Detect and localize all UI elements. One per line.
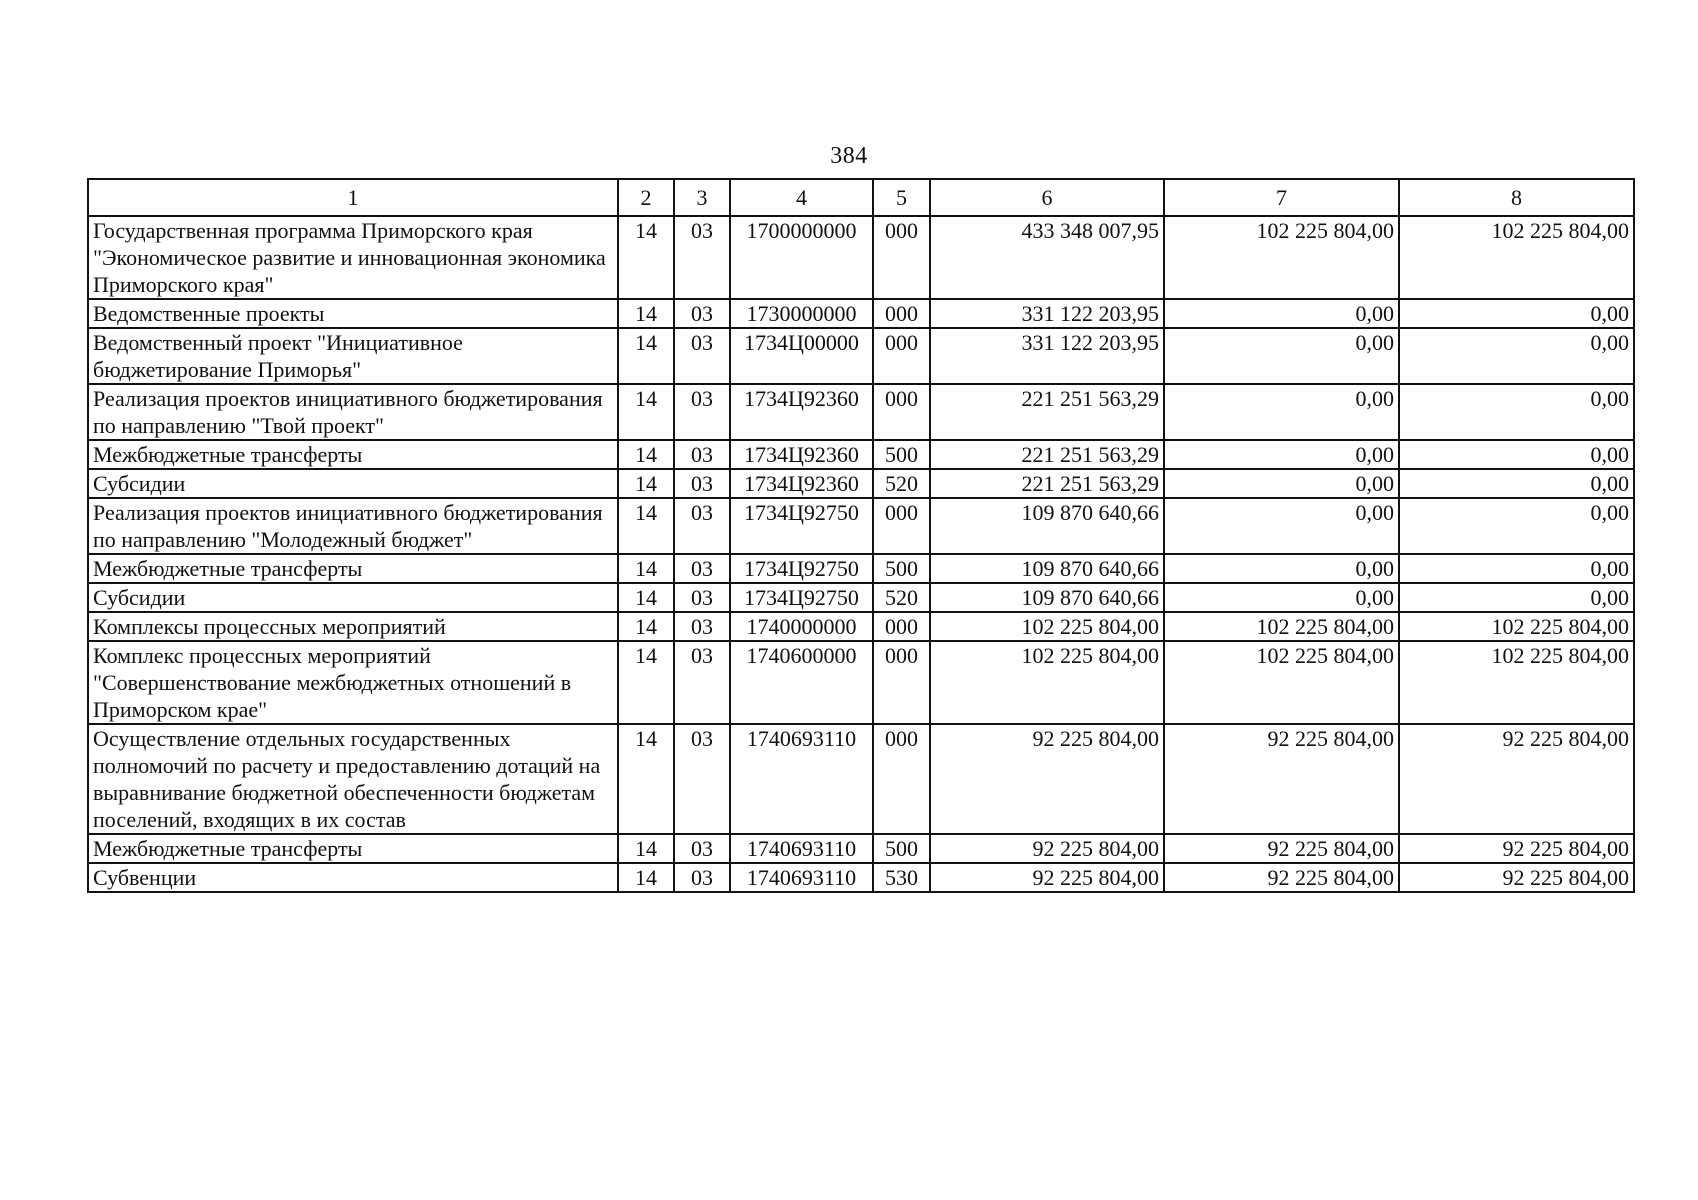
- target-article-code: 1734Ц92360: [730, 384, 873, 440]
- table-row: [88, 863, 1634, 892]
- subsection-code: 03: [674, 440, 730, 469]
- expense-type-code: 000: [873, 216, 930, 299]
- row-name: Межбюджетные трансферты: [88, 440, 618, 469]
- column-header-1: 1: [88, 179, 618, 216]
- amount-col-6: 102 225 804,00: [930, 612, 1164, 641]
- subsection-code: 03: [674, 724, 730, 834]
- budget-table: [87, 178, 1635, 893]
- subsection-code: 03: [674, 612, 730, 641]
- table-row: [88, 469, 1634, 498]
- amount-col-8: 0,00: [1399, 328, 1634, 384]
- expense-type-code: 000: [873, 612, 930, 641]
- row-name: Субсидии: [88, 469, 618, 498]
- target-article-code: 1734Ц00000: [730, 328, 873, 384]
- target-article-code: 1734Ц92750: [730, 583, 873, 612]
- amount-col-8: 92 225 804,00: [1399, 724, 1634, 834]
- expense-type-code: 520: [873, 583, 930, 612]
- amount-col-6: 109 870 640,66: [930, 554, 1164, 583]
- target-article-code: 1740693110: [730, 834, 873, 863]
- table-row: [88, 216, 1634, 299]
- row-name: Межбюджетные трансферты: [88, 554, 618, 583]
- row-name: Осуществление отдельных государственных полномочий по расчету и предоставлению дотаций на выравнивание бюджетной обеспеченности бюджетам поселений, входящих в их состав: [88, 724, 618, 834]
- table-row: [88, 641, 1634, 724]
- amount-col-7: 92 225 804,00: [1164, 863, 1399, 892]
- section-code: 14: [618, 384, 674, 440]
- table-row: [88, 612, 1634, 641]
- table-row: [88, 834, 1634, 863]
- amount-col-8: 0,00: [1399, 583, 1634, 612]
- amount-col-7: 0,00: [1164, 440, 1399, 469]
- amount-col-6: 221 251 563,29: [930, 469, 1164, 498]
- amount-col-7: 0,00: [1164, 328, 1399, 384]
- amount-col-8: 102 225 804,00: [1399, 612, 1634, 641]
- row-name: Государственная программа Приморского края "Экономическое развитие и инновационная экономика Приморского края": [88, 216, 618, 299]
- amount-col-8: 92 225 804,00: [1399, 863, 1634, 892]
- column-header-6: 6: [930, 179, 1164, 216]
- expense-type-code: 500: [873, 834, 930, 863]
- column-header-8: 8: [1399, 179, 1634, 216]
- target-article-code: 1700000000: [730, 216, 873, 299]
- section-code: 14: [618, 554, 674, 583]
- subsection-code: 03: [674, 498, 730, 554]
- subsection-code: 03: [674, 583, 730, 612]
- amount-col-7: 0,00: [1164, 583, 1399, 612]
- column-header-5: 5: [873, 179, 930, 216]
- table-row: [88, 384, 1634, 440]
- subsection-code: 03: [674, 863, 730, 892]
- target-article-code: 1740693110: [730, 863, 873, 892]
- amount-col-8: 102 225 804,00: [1399, 641, 1634, 724]
- row-name: Комплексы процессных мероприятий: [88, 612, 618, 641]
- amount-col-7: 0,00: [1164, 498, 1399, 554]
- amount-col-7: 0,00: [1164, 384, 1399, 440]
- amount-col-6: 433 348 007,95: [930, 216, 1164, 299]
- amount-col-6: 331 122 203,95: [930, 328, 1164, 384]
- expense-type-code: 000: [873, 498, 930, 554]
- amount-col-6: 221 251 563,29: [930, 384, 1164, 440]
- amount-col-6: 92 225 804,00: [930, 863, 1164, 892]
- target-article-code: 1740000000: [730, 612, 873, 641]
- target-article-code: 1740693110: [730, 724, 873, 834]
- table-row: [88, 554, 1634, 583]
- target-article-code: 1734Ц92750: [730, 498, 873, 554]
- expense-type-code: 000: [873, 299, 930, 328]
- subsection-code: 03: [674, 216, 730, 299]
- expense-type-code: 520: [873, 469, 930, 498]
- expense-type-code: 500: [873, 440, 930, 469]
- section-code: 14: [618, 299, 674, 328]
- row-name: Реализация проектов инициативного бюджетирования по направлению "Молодежный бюджет": [88, 498, 618, 554]
- amount-col-6: 92 225 804,00: [930, 834, 1164, 863]
- table-row: [88, 299, 1634, 328]
- amount-col-8: 0,00: [1399, 440, 1634, 469]
- amount-col-7: 0,00: [1164, 299, 1399, 328]
- target-article-code: 1740600000: [730, 641, 873, 724]
- column-header-4: 4: [730, 179, 873, 216]
- amount-col-6: 109 870 640,66: [930, 583, 1164, 612]
- subsection-code: 03: [674, 554, 730, 583]
- row-name: Субсидии: [88, 583, 618, 612]
- amount-col-6: 102 225 804,00: [930, 641, 1164, 724]
- section-code: 14: [618, 216, 674, 299]
- amount-col-6: 331 122 203,95: [930, 299, 1164, 328]
- column-header-3: 3: [674, 179, 730, 216]
- target-article-code: 1734Ц92360: [730, 469, 873, 498]
- table-row: [88, 583, 1634, 612]
- expense-type-code: 000: [873, 724, 930, 834]
- amount-col-7: 102 225 804,00: [1164, 216, 1399, 299]
- amount-col-6: 92 225 804,00: [930, 724, 1164, 834]
- section-code: 14: [618, 863, 674, 892]
- page-number: 384: [830, 143, 868, 169]
- section-code: 14: [618, 612, 674, 641]
- amount-col-8: 0,00: [1399, 554, 1634, 583]
- table-row: [88, 498, 1634, 554]
- section-code: 14: [618, 834, 674, 863]
- section-code: 14: [618, 724, 674, 834]
- row-name: Ведомственные проекты: [88, 299, 618, 328]
- section-code: 14: [618, 583, 674, 612]
- amount-col-7: 102 225 804,00: [1164, 612, 1399, 641]
- expense-type-code: 530: [873, 863, 930, 892]
- subsection-code: 03: [674, 834, 730, 863]
- subsection-code: 03: [674, 641, 730, 724]
- subsection-code: 03: [674, 384, 730, 440]
- table-row: [88, 440, 1634, 469]
- target-article-code: 1730000000: [730, 299, 873, 328]
- column-header-2: 2: [618, 179, 674, 216]
- amount-col-7: 0,00: [1164, 554, 1399, 583]
- row-name: Реализация проектов инициативного бюджетирования по направлению "Твой проект": [88, 384, 618, 440]
- amount-col-7: 102 225 804,00: [1164, 641, 1399, 724]
- section-code: 14: [618, 328, 674, 384]
- section-code: 14: [618, 469, 674, 498]
- expense-type-code: 000: [873, 328, 930, 384]
- section-code: 14: [618, 641, 674, 724]
- header-row: [88, 179, 1634, 216]
- subsection-code: 03: [674, 469, 730, 498]
- amount-col-8: 0,00: [1399, 384, 1634, 440]
- amount-col-6: 109 870 640,66: [930, 498, 1164, 554]
- row-name: Комплекс процессных мероприятий "Совершенствование межбюджетных отношений в Приморском крае": [88, 641, 618, 724]
- amount-col-8: 0,00: [1399, 469, 1634, 498]
- amount-col-7: 92 225 804,00: [1164, 724, 1399, 834]
- expense-type-code: 000: [873, 384, 930, 440]
- target-article-code: 1734Ц92360: [730, 440, 873, 469]
- section-code: 14: [618, 440, 674, 469]
- amount-col-8: 102 225 804,00: [1399, 216, 1634, 299]
- row-name: Ведомственный проект "Инициативное бюджетирование Приморья": [88, 328, 618, 384]
- target-article-code: 1734Ц92750: [730, 554, 873, 583]
- row-name: Межбюджетные трансферты: [88, 834, 618, 863]
- row-name: Субвенции: [88, 863, 618, 892]
- amount-col-8: 0,00: [1399, 498, 1634, 554]
- subsection-code: 03: [674, 299, 730, 328]
- table-row: [88, 328, 1634, 384]
- amount-col-8: 92 225 804,00: [1399, 834, 1634, 863]
- expense-type-code: 000: [873, 641, 930, 724]
- amount-col-7: 92 225 804,00: [1164, 834, 1399, 863]
- subsection-code: 03: [674, 328, 730, 384]
- table-row: [88, 724, 1634, 834]
- section-code: 14: [618, 498, 674, 554]
- expense-type-code: 500: [873, 554, 930, 583]
- column-header-7: 7: [1164, 179, 1399, 216]
- amount-col-7: 0,00: [1164, 469, 1399, 498]
- amount-col-6: 221 251 563,29: [930, 440, 1164, 469]
- amount-col-8: 0,00: [1399, 299, 1634, 328]
